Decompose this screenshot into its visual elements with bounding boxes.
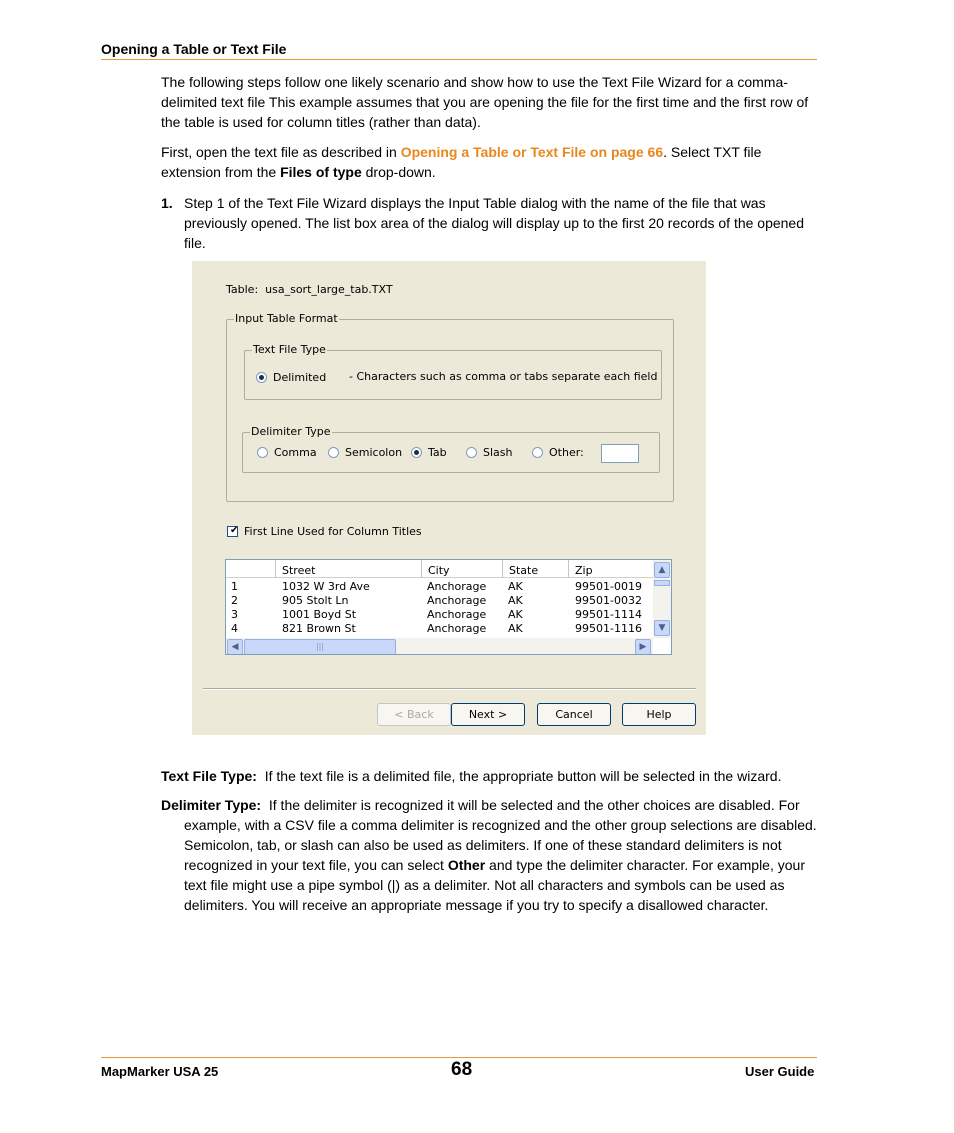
files-of-type-term: Files of type bbox=[280, 164, 362, 180]
delimiter-type-body-start: If the delimiter is recognized it will be selected and the other choices are disabled. For example, with a CSV file a comma delimiter is recognized and the other group selections are disabled. Semicolon, tab, or slash can also be used as delimiters. If one of these standard delimiters is not recognized in your text file, you can select bbox=[184, 797, 817, 873]
table-name-label: Table: usa_sort_large_tab.TXT bbox=[226, 283, 393, 296]
table-row[interactable] bbox=[226, 622, 653, 636]
list-header bbox=[226, 560, 653, 578]
vertical-scrollbar[interactable] bbox=[653, 560, 671, 638]
footer-guide-name: User Guide bbox=[745, 1064, 815, 1079]
tab-radio[interactable] bbox=[411, 446, 447, 459]
next-button[interactable]: Next > bbox=[451, 703, 525, 726]
instruction-text-start: First, open the text file as described in bbox=[161, 144, 401, 160]
other-radio-label: Other: bbox=[549, 446, 584, 459]
row-state: AK bbox=[508, 580, 523, 593]
first-line-titles-label: First Line Used for Column Titles bbox=[244, 525, 422, 538]
delimiter-type-label: Delimiter Type bbox=[251, 425, 331, 438]
cancel-button[interactable]: Cancel bbox=[537, 703, 611, 726]
scroll-left-icon[interactable]: ◀ bbox=[227, 639, 243, 655]
step-number: 1. bbox=[161, 195, 173, 211]
row-index: 3 bbox=[231, 608, 238, 621]
delimited-radio-label: Delimited bbox=[273, 371, 327, 384]
instruction-text-end: drop-down. bbox=[361, 164, 436, 180]
first-line-titles-checkbox[interactable] bbox=[227, 525, 422, 538]
instruction-paragraph bbox=[161, 142, 821, 182]
table-row[interactable] bbox=[226, 608, 653, 622]
checkbox-checked-icon: ✔ bbox=[227, 526, 238, 537]
footer-rule bbox=[101, 1057, 817, 1058]
delimiter-type-body-end: and type the delimiter character. For example, your text file might use a pipe symbol (|) as a delimiter. Not all characters and symbols can be used as delimiters. You will receive an appropriate message if you try to specify a disallowed character. bbox=[184, 857, 805, 913]
row-city: Anchorage bbox=[427, 594, 487, 607]
other-term: Other bbox=[447, 857, 486, 873]
column-header-state[interactable]: State bbox=[503, 560, 569, 578]
row-index: 1 bbox=[231, 580, 238, 593]
comma-radio-label: Comma bbox=[274, 446, 317, 459]
other-radio[interactable] bbox=[532, 446, 584, 459]
row-state: AK bbox=[508, 622, 523, 635]
column-header-index[interactable] bbox=[226, 560, 276, 578]
column-header-city[interactable]: City bbox=[422, 560, 503, 578]
tab-radio-label: Tab bbox=[428, 446, 447, 459]
row-street: 905 Stolt Ln bbox=[282, 594, 349, 607]
row-city: Anchorage bbox=[427, 608, 487, 621]
intro-paragraph: The following steps follow one likely scenario and show how to use the Text File Wizard for a comma-delimited text file This example assumes that you are opening the file for the first time and the first row of the table is used for column titles (rather than data). bbox=[161, 74, 809, 130]
semicolon-radio-label: Semicolon bbox=[345, 446, 403, 459]
row-zip: 99501-0032 bbox=[575, 594, 642, 607]
vertical-scroll-thumb[interactable] bbox=[654, 580, 670, 586]
cross-reference-link[interactable]: Opening a Table or Text File on page 66 bbox=[400, 144, 664, 160]
text-file-type-label: Text File Type bbox=[253, 343, 326, 356]
radio-selected-icon bbox=[256, 372, 267, 383]
table-row[interactable] bbox=[226, 594, 653, 608]
radio-selected-icon bbox=[411, 447, 422, 458]
slash-radio-label: Slash bbox=[483, 446, 513, 459]
input-table-dialog bbox=[192, 261, 706, 735]
scroll-down-icon[interactable]: ▼ bbox=[654, 620, 670, 636]
other-delimiter-input[interactable] bbox=[601, 444, 639, 463]
radio-unselected-icon bbox=[328, 447, 339, 458]
footer-product-name: MapMarker USA 25 bbox=[101, 1064, 219, 1079]
help-button[interactable]: Help bbox=[622, 703, 696, 726]
scroll-right-icon[interactable]: ▶ bbox=[635, 639, 651, 655]
delimited-radio[interactable] bbox=[256, 371, 326, 384]
scroll-up-icon[interactable]: ▲ bbox=[654, 562, 670, 578]
row-city: Anchorage bbox=[427, 622, 487, 635]
row-street: 821 Brown St bbox=[282, 622, 356, 635]
row-index: 4 bbox=[231, 622, 238, 635]
radio-unselected-icon bbox=[466, 447, 477, 458]
dialog-separator bbox=[203, 688, 696, 690]
column-header-street[interactable]: Street bbox=[276, 560, 422, 578]
comma-radio[interactable] bbox=[257, 446, 317, 459]
text-file-type-description bbox=[161, 766, 821, 786]
footer-page-number: 68 bbox=[451, 1059, 473, 1080]
instruction-text-mid: . Select TXT file extension from the bbox=[161, 144, 762, 180]
back-button[interactable]: < Back bbox=[377, 703, 451, 726]
records-list-box[interactable] bbox=[225, 559, 672, 655]
delimited-description: - Characters such as comma or tabs separate each field bbox=[349, 370, 658, 383]
table-row[interactable] bbox=[226, 580, 653, 594]
header-rule bbox=[101, 59, 817, 60]
row-city: Anchorage bbox=[427, 580, 487, 593]
row-index: 2 bbox=[231, 594, 238, 607]
radio-unselected-icon bbox=[532, 447, 543, 458]
text-file-type-term: Text File Type: bbox=[161, 768, 257, 784]
row-zip: 99501-0019 bbox=[575, 580, 642, 593]
row-state: AK bbox=[508, 594, 523, 607]
step-text: Step 1 of the Text File Wizard displays the Input Table dialog with the name of the file that was previously opened. The list box area of the dialog will display up to the first 20 records of the opened file. bbox=[184, 195, 805, 251]
row-zip: 99501-1114 bbox=[575, 608, 642, 621]
column-header-zip[interactable]: Zip bbox=[575, 564, 593, 577]
text-file-type-body: If the text file is a delimited file, the appropriate button will be selected in the wizard. bbox=[264, 768, 782, 784]
horizontal-scrollbar[interactable] bbox=[226, 638, 653, 655]
semicolon-radio[interactable] bbox=[328, 446, 402, 459]
row-street: 1032 W 3rd Ave bbox=[282, 580, 370, 593]
slash-radio[interactable] bbox=[466, 446, 512, 459]
row-state: AK bbox=[508, 608, 523, 621]
delimiter-type-term: Delimiter Type: bbox=[161, 797, 262, 813]
horizontal-scroll-thumb[interactable]: ||| bbox=[244, 639, 396, 655]
radio-unselected-icon bbox=[257, 447, 268, 458]
row-street: 1001 Boyd St bbox=[282, 608, 357, 621]
row-zip: 99501-1116 bbox=[575, 622, 642, 635]
delimiter-type-description bbox=[161, 795, 821, 915]
input-table-format-label: Input Table Format bbox=[235, 312, 338, 325]
section-header-title: Opening a Table or Text File bbox=[101, 41, 287, 57]
